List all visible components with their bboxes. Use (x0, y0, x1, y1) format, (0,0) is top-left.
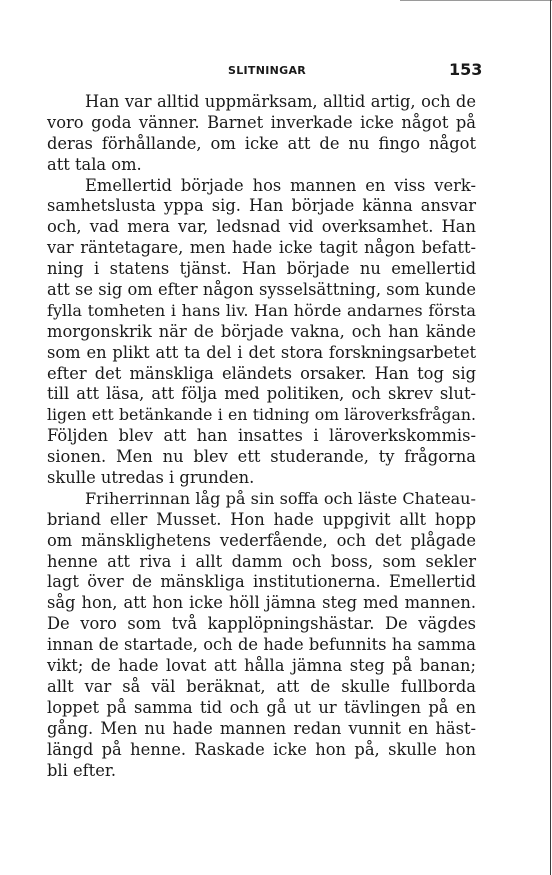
text-line: allt var så väl beräknat, att de skulle fullborda (47, 676, 476, 696)
text-line: henne att riva i allt damm och boss, som sekler (47, 551, 476, 571)
top-edge-line (400, 0, 552, 1)
text-line: morgonskrik när de började vakna, och han kände (47, 321, 476, 341)
running-head: SLITNINGAR (228, 64, 307, 77)
page-number: 153 (449, 60, 483, 79)
text-line: att se sig om efter någon sysselsättning, som kunde (47, 280, 476, 300)
text-line: deras förhållande, om icke att de nu fingo något (47, 133, 476, 153)
text-line: Följden blev att han insattes i läroverkskommis- (47, 426, 476, 446)
text-line: var räntetagare, men hade icke tagit någon befatt- (47, 238, 476, 258)
text-line: längd på henne. Raskade icke hon på, skulle hon (47, 739, 476, 759)
text-line: samhetslusta yppa sig. Han började känna ansvar (47, 196, 476, 216)
text-line: som en plikt att ta del i det stora forskningsarbetet (47, 342, 476, 362)
text-line: om mänsklighetens vederfående, och det plågade (47, 530, 476, 550)
text-line: ning i statens tjänst. Han började nu emellertid (47, 259, 476, 279)
text-line: skulle utredas i grunden. (47, 468, 255, 488)
text-line: Han var alltid uppmärksam, alltid artig, och de (85, 92, 476, 111)
text-line: efter det mänskliga eländets orsaker. Han tog sig (47, 363, 476, 383)
text-line: gång. Men nu hade mannen redan vunnit en häst- (47, 718, 476, 738)
text-line: sionen. Men nu blev ett studerande, ty frågorna (47, 447, 476, 467)
text-line: Friherrinnan låg på sin soffa och läste Chateau- (85, 488, 476, 508)
text-line: briand eller Musset. Hon hade uppgivit allt hopp (47, 509, 476, 529)
text-line: att tala om. (47, 154, 142, 174)
text-line: voro goda vänner. Barnet inverkade icke något på (47, 112, 476, 132)
body-text (47, 92, 476, 781)
text-line: De voro som två kapplöpningshästar. De vägdes (47, 614, 476, 634)
text-line: till att läsa, att följa med politiken, och skrev slut- (47, 384, 476, 404)
text-line: vikt; de hade lovat att hålla jämna steg på banan; (47, 656, 476, 676)
text-line: och, vad mera var, ledsnad vid overksamhet. Han (47, 217, 476, 237)
text-line: lagt över de mänskliga institutionerna. Emellertid (47, 572, 476, 592)
text-line: såg hon, att hon icke höll jämna steg med mannen. (47, 593, 476, 613)
text-line: Emellertid började hos mannen en viss verk- (85, 175, 476, 195)
text-line: bli efter. (47, 760, 117, 780)
page-edge-line (550, 0, 551, 875)
text-line: innan de startade, och de hade befunnits ha samma (47, 635, 476, 655)
text-line: ligen ett betänkande i en tidning om läroverksfrågan. (47, 405, 476, 425)
text-line: fylla tomheten i hans liv. Han hörde andarnes första (47, 300, 476, 320)
text-line: loppet på samma tid och gå ut ur tävlingen på en (47, 697, 476, 717)
